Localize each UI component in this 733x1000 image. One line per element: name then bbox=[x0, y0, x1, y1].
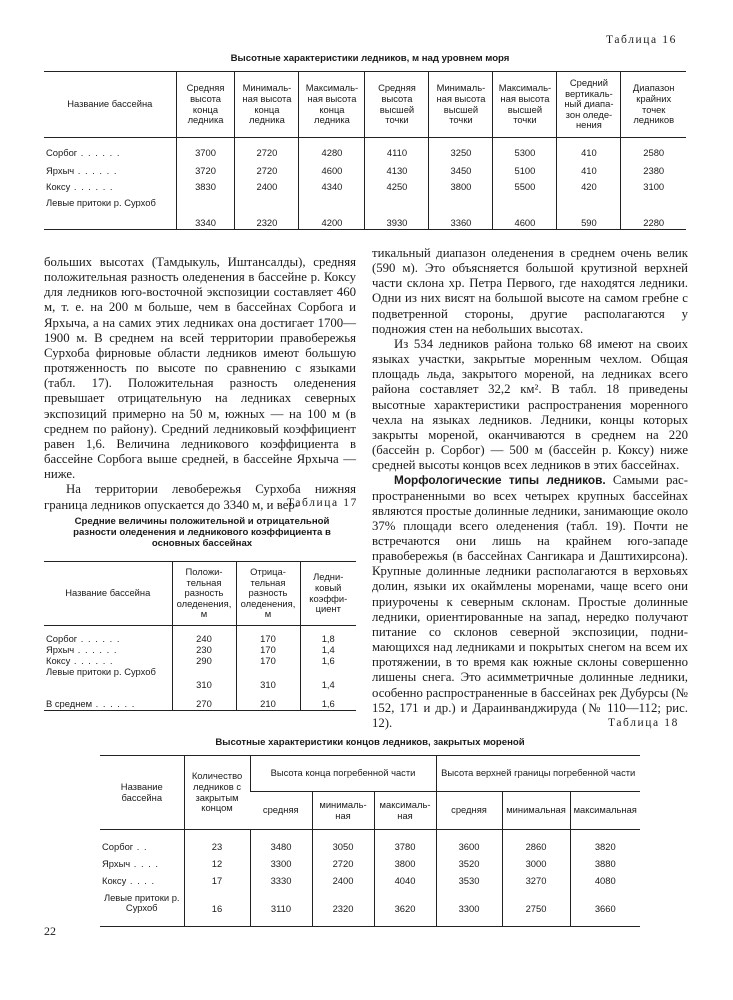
cell: 3800 bbox=[374, 859, 436, 876]
t18-subheader: средняя bbox=[250, 792, 312, 830]
t16-header: Средний вертикальный диапазон оледенения bbox=[557, 72, 621, 138]
t18-subheader: минимальная bbox=[502, 792, 570, 830]
right-column-text bbox=[372, 246, 688, 731]
cell: 230 bbox=[172, 645, 236, 656]
cell: 2580 bbox=[621, 148, 686, 166]
row-name: Левые притоки р. Сурхоб bbox=[46, 665, 156, 677]
cell: 4600 bbox=[493, 198, 557, 230]
cell: 3700 bbox=[176, 148, 235, 166]
cell: 4040 bbox=[374, 876, 436, 893]
cell: 5500 bbox=[493, 182, 557, 198]
t16-header: Максимальная высота конца ледника bbox=[299, 72, 365, 138]
paragraph: Из 534 ледников района только 68 имеют на своих языках участки, закрытые моренным чехлом. Общая площадь льда, закрытого мореной, на ледниках всего района составляет 32,2 км². В табл. 18 приведены высотные характеристики распространения моренного чехла на языках ледников. Ледники, концы которых закрыты мореной, оканчиваются в среднем на 220 (бассейн р. Сорбог) — 500 м (бассейн р. Коксу) ниже средней высоты концов всех ледников в этих бассейнах. bbox=[372, 336, 688, 473]
t16-header-name: Название бассейна bbox=[44, 72, 176, 138]
cell: 3250 bbox=[429, 148, 493, 166]
cell: 170 bbox=[236, 634, 300, 645]
cell: 3520 bbox=[436, 859, 502, 876]
cell: 4200 bbox=[299, 198, 365, 230]
cell: 3660 bbox=[570, 893, 640, 927]
table-16-label: Таблица 16 bbox=[606, 34, 677, 46]
t16-header: Средняя высота высшей точки bbox=[365, 72, 429, 138]
table-16-title: Высотные характеристики ледников, м над уровнем моря bbox=[230, 53, 510, 64]
paragraph bbox=[372, 473, 688, 731]
paragraph: больших высотах (Тамдыкуль, Иштансалды), средняя положительная разность оледенения в бассейне р. Коксу для ледников юго-восточной экспозиции составляет 460 м, т. е. на 200 м больше, чем в бассейнах Сорбога и Ярхыча, а на самих этих ледниках она достигает 1700—1900 м. В среднем на всей территории правобережья Сурхоба фирновые области ледников имеют большую протяженность по высоте по сравнению с языками (табл. 17). Положительная разность оледенения превышает отрицательную на ледниках северных экспозиций примерно на 50 м, южных — на 100 м (в среднем по району). Средний ледниковый коэффициент равен 1,6. Величина ледникового коэффициента в бассейне Сорбога выше средней, в бассейне Ярхыча — ниже. bbox=[44, 255, 356, 482]
table-row bbox=[100, 876, 640, 893]
t16-header: Средняя высота конца ледника bbox=[176, 72, 235, 138]
t16-header: Максимальная высота высшей точки bbox=[493, 72, 557, 138]
cell: 2280 bbox=[621, 198, 686, 230]
t16-header: Минимальная высота высшей точки bbox=[429, 72, 493, 138]
row-name: Ярхыч . . . bbox=[44, 166, 176, 182]
t18-subheader: максимальная bbox=[570, 792, 640, 830]
row-name: Сорбог . . . bbox=[44, 148, 176, 166]
cell: 3270 bbox=[502, 876, 570, 893]
t16-header: Минимальная высота конца ледника bbox=[235, 72, 299, 138]
cell: 2380 bbox=[621, 166, 686, 182]
paragraph-text: Самыми распространенными во всех четырех крупных бассейнах являются простые долинные ледники, занимающие около 37% площади всего оледенения (табл. 19). Почти не встречаются они лишь на крайнем юго-западе правобережья (в бассейнах Сангикара и Даштихирсона). Крупные долинные ледники располагаются в верховьях долин, языки их окаймлены моренами, чаще всего они приурочены к северным склонам. Простые долинные ледники, ориентированные на запад, нередко получают питание со склонов северной экспозиции, поднимающихся над ледниками и покрытых снегом на всем их протяжении, в то время как южные склоны совершенно лишены снега. Это асимметричные долинные ледники, особенно распространенные в бассейнах рек Дубурсы (№ 152, 171 и др.) и Дараинванджируда (№ 110—112; рис. 12). bbox=[372, 473, 688, 730]
cell: 2400 bbox=[312, 876, 374, 893]
table-row bbox=[44, 667, 356, 691]
cell: 3800 bbox=[429, 182, 493, 198]
cell: 3300 bbox=[436, 893, 502, 927]
cell: 3340 bbox=[176, 198, 235, 230]
left-column-text bbox=[44, 255, 356, 513]
cell: 4280 bbox=[299, 148, 365, 166]
table-18-title: Высотные характеристики концов ледников, закрытых мореной bbox=[215, 737, 525, 748]
cell: 3050 bbox=[312, 842, 374, 859]
row-name: Левые притоки р. Сурхоб bbox=[44, 198, 176, 230]
cell: 410 bbox=[557, 148, 621, 166]
cell: 1,4 bbox=[300, 645, 356, 656]
table-row bbox=[44, 634, 356, 645]
table-18-label: Таблица 18 bbox=[608, 717, 679, 729]
cell: 290 bbox=[172, 656, 236, 667]
cell: 23 bbox=[184, 842, 250, 859]
cell: 2320 bbox=[312, 893, 374, 927]
t18-header-name: Название бассейна bbox=[100, 756, 184, 830]
table-row bbox=[44, 148, 686, 166]
table-18 bbox=[100, 755, 640, 927]
cell: 3450 bbox=[429, 166, 493, 182]
cell: 3720 bbox=[176, 166, 235, 182]
cell: 3300 bbox=[250, 859, 312, 876]
cell: 2720 bbox=[235, 166, 299, 182]
table-17 bbox=[44, 561, 356, 711]
t16-header: Диапазон крайних точек ледников bbox=[621, 72, 686, 138]
table-17-label: Таблица 17 bbox=[287, 497, 358, 509]
paragraph: тикальный диапазон оледенения в среднем очень велик (590 м). Это объясняется большой крутизной верхней части склона хр. Петра Первого, где находятся ледники. Одни из них висят на большой высоте на самом гребне с подветренной стороны, другие располагаются у подножия стен на небольших высотах. bbox=[372, 246, 688, 336]
page-number: 22 bbox=[44, 924, 56, 938]
cell: 3830 bbox=[176, 182, 235, 198]
cell: 5300 bbox=[493, 148, 557, 166]
cell: 3820 bbox=[570, 842, 640, 859]
t18-header-count: Количество ледников с закрытым концом bbox=[184, 756, 250, 830]
t18-subheader: максимальная bbox=[374, 792, 436, 830]
table-16 bbox=[44, 71, 686, 230]
t17-header: Ледниковый коэффициент bbox=[300, 562, 356, 626]
table-row bbox=[44, 691, 356, 711]
row-name: Левые притоки р. Сурхоб bbox=[100, 893, 184, 927]
row-name: Ярхыч . . . . bbox=[100, 859, 184, 876]
cell: 4130 bbox=[365, 166, 429, 182]
cell: 3930 bbox=[365, 198, 429, 230]
cell: 3360 bbox=[429, 198, 493, 230]
table-row bbox=[100, 893, 640, 927]
cell: 420 bbox=[557, 182, 621, 198]
cell: 2400 bbox=[235, 182, 299, 198]
cell: 210 bbox=[236, 691, 300, 711]
table-row bbox=[100, 842, 640, 859]
table-row bbox=[44, 198, 686, 230]
cell: 4250 bbox=[365, 182, 429, 198]
table-row bbox=[44, 656, 356, 667]
cell: 2750 bbox=[502, 893, 570, 927]
table-row bbox=[100, 859, 640, 876]
cell: 17 bbox=[184, 876, 250, 893]
cell: 1,8 bbox=[300, 634, 356, 645]
row-name: Сорбог . . . bbox=[44, 634, 172, 645]
cell: 3620 bbox=[374, 893, 436, 927]
t18-header-group: Высота верхней границы погребенной части bbox=[436, 756, 640, 792]
cell: 590 bbox=[557, 198, 621, 230]
t17-header: Положительная разность оледенения, м bbox=[172, 562, 236, 626]
t18-header-group: Высота конца погребенной части bbox=[250, 756, 436, 792]
t17-header-name: Название бассейна bbox=[44, 562, 172, 626]
cell: 270 bbox=[172, 691, 236, 711]
section-heading: Морфологические типы ледников. bbox=[394, 473, 606, 488]
cell: 170 bbox=[236, 645, 300, 656]
row-name: Ярхыч . . . bbox=[44, 645, 172, 656]
cell: 240 bbox=[172, 634, 236, 645]
cell: 3110 bbox=[250, 893, 312, 927]
table-row bbox=[44, 645, 356, 656]
row-name: Сорбог . . bbox=[100, 842, 184, 859]
cell: 310 bbox=[172, 667, 236, 691]
cell: 2720 bbox=[235, 148, 299, 166]
cell: 4600 bbox=[299, 166, 365, 182]
cell: 3780 bbox=[374, 842, 436, 859]
cell: 4340 bbox=[299, 182, 365, 198]
row-name: Коксу . . . bbox=[44, 182, 176, 198]
cell: 3330 bbox=[250, 876, 312, 893]
t17-header: Отрицательная разность оледенения, м bbox=[236, 562, 300, 626]
cell: 410 bbox=[557, 166, 621, 182]
cell: 4080 bbox=[570, 876, 640, 893]
cell: 5100 bbox=[493, 166, 557, 182]
cell: 3480 bbox=[250, 842, 312, 859]
cell: 12 bbox=[184, 859, 250, 876]
cell: 310 bbox=[236, 667, 300, 691]
table-row bbox=[44, 166, 686, 182]
cell: 4110 bbox=[365, 148, 429, 166]
row-name: Коксу . . . bbox=[44, 656, 172, 667]
table-17-title: Средние величины положительной и отрицательной разности оледенения и ледникового коэффициента в основных бассейнах bbox=[73, 516, 331, 549]
t18-subheader: минимальная bbox=[312, 792, 374, 830]
cell: 1,6 bbox=[300, 656, 356, 667]
cell: 16 bbox=[184, 893, 250, 927]
cell: 1,4 bbox=[300, 667, 356, 691]
cell: 3530 bbox=[436, 876, 502, 893]
paragraph: На территории левобережья Сурхоба нижняя граница ледников опускается до 3340 м, и вер- bbox=[44, 482, 356, 512]
cell: 3100 bbox=[621, 182, 686, 198]
cell: 170 bbox=[236, 656, 300, 667]
cell: 3000 bbox=[502, 859, 570, 876]
row-name: Коксу . . . . bbox=[100, 876, 184, 893]
cell: 2720 bbox=[312, 859, 374, 876]
cell: 2320 bbox=[235, 198, 299, 230]
table-row bbox=[44, 182, 686, 198]
cell: 3880 bbox=[570, 859, 640, 876]
row-name: В среднем . . . bbox=[44, 691, 172, 711]
t18-subheader: средняя bbox=[436, 792, 502, 830]
cell: 2860 bbox=[502, 842, 570, 859]
cell: 3600 bbox=[436, 842, 502, 859]
cell: 1,6 bbox=[300, 691, 356, 711]
